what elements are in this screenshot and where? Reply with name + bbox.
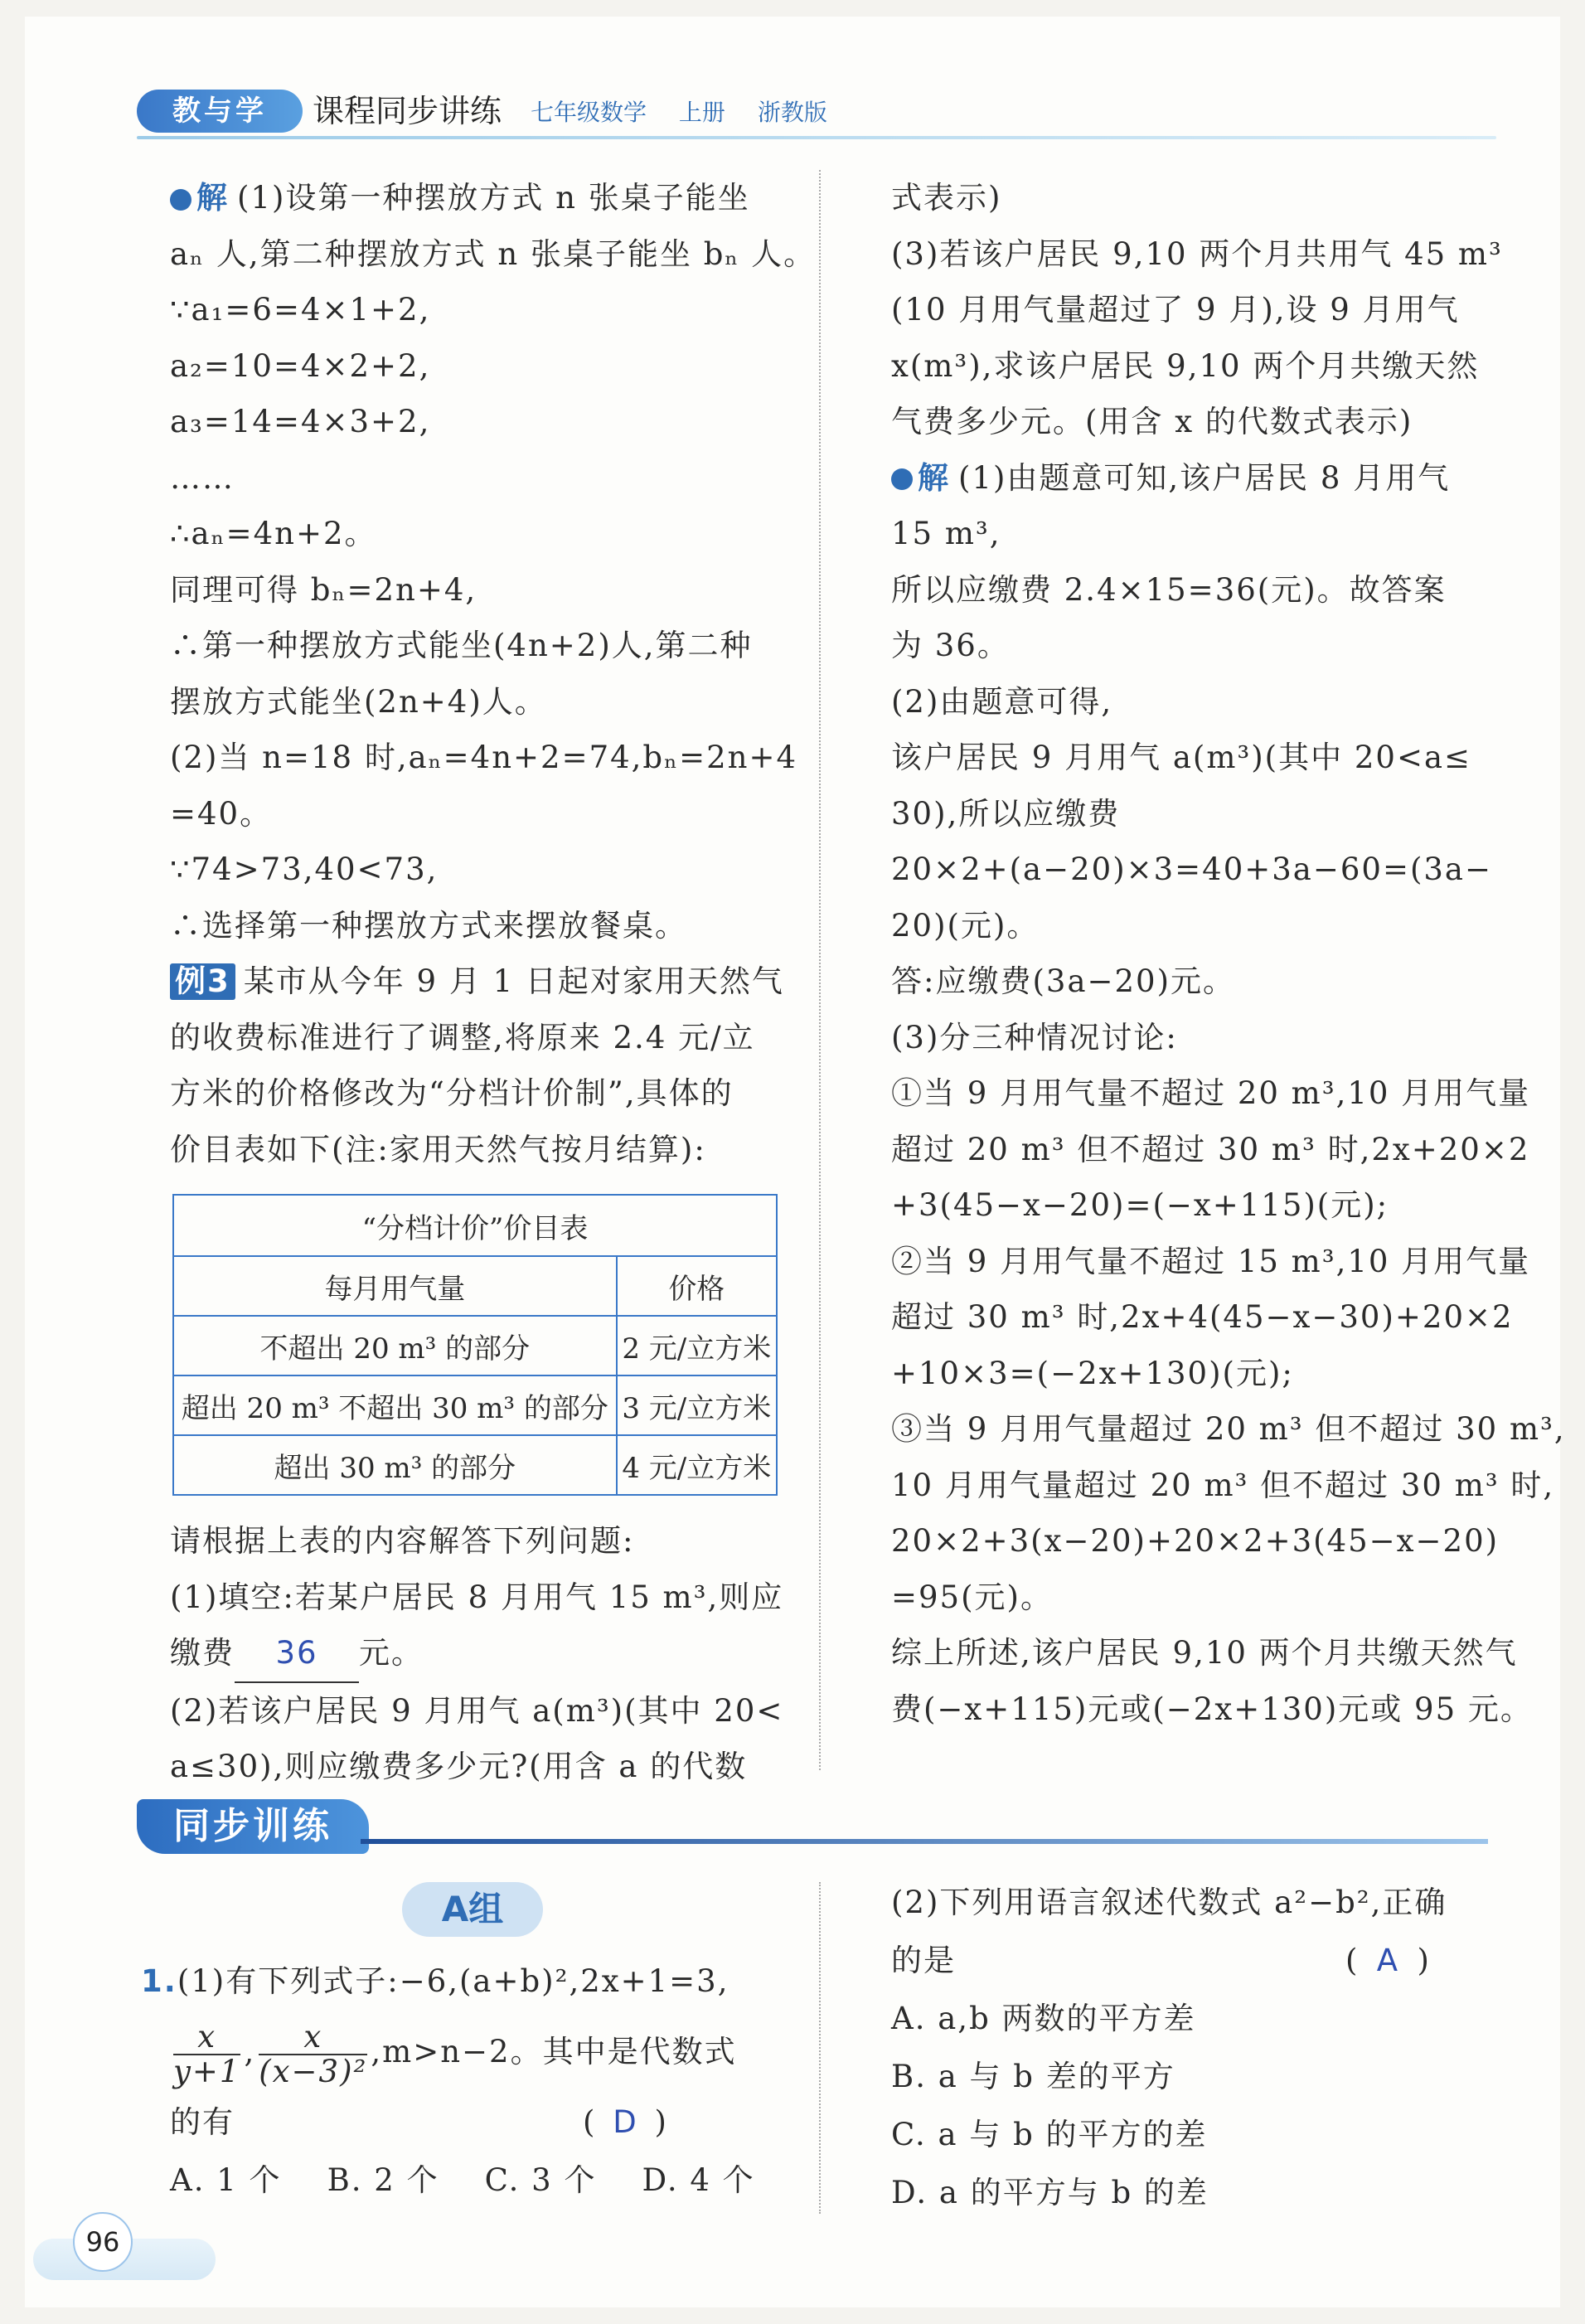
- solution-line: 解 (1)由题意可知,该户居民 8 月用气: [891, 450, 1505, 507]
- solution-line: ∴第一种摆放方式能坐(4n+2)人,第二种: [170, 628, 753, 663]
- solution-line: 30),所以应缴费: [891, 795, 1121, 832]
- solution-line: (2)由题意可得,: [891, 683, 1113, 720]
- group-title: A组: [402, 1882, 543, 1937]
- table-title: “分档计价”价目表: [173, 1195, 777, 1256]
- answer-choice: D: [613, 2104, 638, 2140]
- table-cell: 不超出 20 m³ 的部分: [173, 1316, 617, 1375]
- series-title: 课程同步讲练: [313, 93, 502, 129]
- solution-tag: 解: [891, 450, 950, 507]
- options-line: A. 1 个 B. 2 个 C. 3 个 D. 4 个: [170, 2162, 755, 2198]
- section-rule: [361, 1839, 1488, 1844]
- solution-line: 费(−x+115)元或(−2x+130)元或 95 元。: [891, 1691, 1533, 1727]
- solution-line: ③当 9 月用气量超过 20 m³ 但不超过 30 m³,: [891, 1411, 1566, 1447]
- example-line: 价目表如下(注:家用天然气按月结算):: [170, 1131, 706, 1167]
- table-row: [173, 1316, 777, 1375]
- question-line: 的有 ( D ): [141, 2094, 788, 2152]
- solution-line: a₂=10=4×2+2,: [170, 347, 431, 384]
- table-header: 价格: [617, 1256, 777, 1316]
- question-number: 1.: [141, 1963, 177, 1999]
- volume-label: 上册: [678, 99, 725, 126]
- left-column-continued: [170, 1513, 783, 1795]
- solution-line: 摆放方式能坐(2n+4)人。: [170, 683, 547, 720]
- option-item: C. a 与 b 的平方的差: [891, 2117, 1208, 2152]
- solution-line: 20×2+(a−20)×3=40+3a−60=(3a−: [891, 851, 1492, 887]
- book-meta: [531, 95, 852, 131]
- question-line: 气费多少元。(用含 x 的代数式表示): [891, 404, 1413, 439]
- section-title: 同步训练: [137, 1799, 369, 1854]
- right-column: [891, 170, 1566, 1737]
- page-number: 96: [73, 2212, 133, 2272]
- question-line: $\frac{x}{y+1}$ , $\frac{x}{\text{(x−3)²}}$ ,m>n−2。其中是代数式: [173, 2018, 737, 2089]
- question-line: 的是 ( A ): [891, 1932, 1505, 1990]
- left-column: [170, 170, 817, 1177]
- answer-choice: A: [1376, 1943, 1400, 1978]
- solution-line: ①当 9 月用气量不超过 20 m³,10 月用气量: [891, 1075, 1531, 1111]
- table-cell: 超出 30 m³ 的部分: [173, 1435, 617, 1495]
- solution-line: aₙ 人,第二种摆放方式 n 张桌子能坐 bₙ 人。: [170, 235, 817, 272]
- question-line: 式表示): [891, 180, 1002, 216]
- solution-line: 超过 30 m³ 时,2x+4(45−x−30)+20×2: [891, 1299, 1514, 1335]
- table-cell: 3 元/立方米: [617, 1375, 777, 1435]
- solution-line: +3(45−x−20)=(−x+115)(元);: [891, 1187, 1389, 1223]
- question-line: (2)若该户居民 9 月用气 a(m³)(其中 20<: [170, 1692, 784, 1729]
- solution-line: 同理可得 bₙ=2n+4,: [170, 571, 477, 608]
- question-line: a≤30),则应缴费多少元?(用含 a 的代数: [170, 1749, 748, 1784]
- solution-line: 为 36。: [891, 628, 1010, 663]
- solution-line: 综上所述,该户居民 9,10 两个月共缴天然气: [891, 1635, 1518, 1671]
- table-cell: 2 元/立方米: [617, 1316, 777, 1375]
- solution-line: 20)(元)。: [891, 907, 1040, 944]
- page-header: [137, 83, 1513, 141]
- example-line: 方米的价格修改为“分档计价制”,具体的: [170, 1075, 734, 1111]
- header-rule: [137, 136, 1496, 139]
- question-line: (3)若该户居民 9,10 两个月共用气 45 m³: [891, 235, 1503, 272]
- solution-line: ∵a₁=6=4×1+2,: [170, 292, 431, 327]
- fill-answer: 36: [235, 1625, 359, 1683]
- option-item: D. a 的平方与 b 的差: [891, 2175, 1209, 2210]
- solution-line: =95(元)。: [891, 1579, 1053, 1615]
- solution-line: 超过 20 m³ 但不超过 30 m³ 时,2x+20×2: [891, 1131, 1530, 1167]
- fraction: $\frac{x}{y+1}$: [173, 2018, 241, 2089]
- exercise-1: [141, 1953, 788, 2210]
- solution-line: ……: [170, 459, 235, 496]
- option-item: B. a 与 b 差的平方: [891, 2059, 1175, 2094]
- solution-line: +10×3=(−2x+130)(元);: [891, 1355, 1294, 1391]
- price-table: [172, 1194, 778, 1496]
- pencil-icon: [170, 189, 191, 211]
- solution-line: 答:应缴费(3a−20)元。: [891, 963, 1236, 999]
- fraction: $\frac{x}{\text{(x−3)²}}$: [259, 2018, 368, 2089]
- edition-label: 浙教版: [757, 99, 827, 126]
- solution-line: (2)当 n=18 时,aₙ=4n+2=74,bₙ=2n+4: [170, 740, 798, 775]
- solution-line: 15 m³,: [891, 516, 1001, 551]
- example-line: 例3 某市从今年 9 月 1 日起对家用天然气: [170, 953, 783, 1010]
- column-divider: [819, 1882, 821, 2214]
- option-item: A. a,b 两数的平方差: [891, 2001, 1196, 2036]
- table-row: [173, 1435, 777, 1495]
- question-line: 请根据上表的内容解答下列问题:: [170, 1523, 635, 1559]
- solution-line: 解 (1)设第一种摆放方式 n 张桌子能坐: [170, 170, 783, 226]
- solution-line: ∴aₙ=4n+2。: [170, 516, 377, 551]
- solution-line: ②当 9 月用气量不超过 15 m³,10 月用气量: [891, 1243, 1531, 1279]
- grade-label: 七年级数学: [531, 99, 647, 126]
- question-line: (10 月用气量超过了 9 月),设 9 月用气: [891, 292, 1460, 327]
- solution-line: 10 月用气量超过 20 m³ 但不超过 30 m³ 时,: [891, 1467, 1555, 1503]
- question-line: (1)填空:若某户居民 8 月用气 15 m³,则应: [170, 1579, 784, 1615]
- table-cell: 4 元/立方米: [617, 1435, 777, 1495]
- column-divider: [819, 170, 821, 1770]
- table-header: 每月用气量: [173, 1256, 617, 1316]
- table-cell: 超出 20 m³ 不超出 30 m³ 的部分: [173, 1375, 617, 1435]
- example-line: 的收费标准进行了调整,将原来 2.4 元/立: [170, 1019, 755, 1055]
- solution-line: 该户居民 9 月用气 a(m³)(其中 20<a≤: [891, 740, 1472, 775]
- solution-line: =40。: [170, 795, 273, 832]
- table-row: [173, 1375, 777, 1435]
- solution-line: (3)分三种情况讨论:: [891, 1019, 1178, 1055]
- solution-line: ∵74>73,40<73,: [170, 851, 439, 887]
- solution-line: 20×2+3(x−20)+20×2+3(45−x−20): [891, 1523, 1500, 1559]
- pencil-icon: [891, 468, 913, 490]
- solution-line: 所以应缴费 2.4×15=36(元)。故答案: [891, 571, 1447, 608]
- solution-tag: 解: [170, 170, 229, 226]
- section-banner: [137, 1799, 1488, 1857]
- solution-line: a₃=14=4×3+2,: [170, 404, 431, 439]
- fill-line: 缴费 36 元。: [170, 1625, 783, 1683]
- series-logo: 教与学: [137, 90, 303, 133]
- question-line: x(m³),求该户居民 9,10 两个月共缴天然: [891, 347, 1480, 384]
- question-line: 1.(1)有下列式子:−6,(a+b)²,2x+1=3,: [141, 1963, 729, 1999]
- example-tag: 例3: [170, 963, 235, 1000]
- solution-line: ∴选择第一种摆放方式来摆放餐桌。: [170, 907, 687, 944]
- question-line: (2)下列用语言叙述代数式 a²−b²,正确: [891, 1885, 1447, 1920]
- exercise-2: [891, 1874, 1505, 2222]
